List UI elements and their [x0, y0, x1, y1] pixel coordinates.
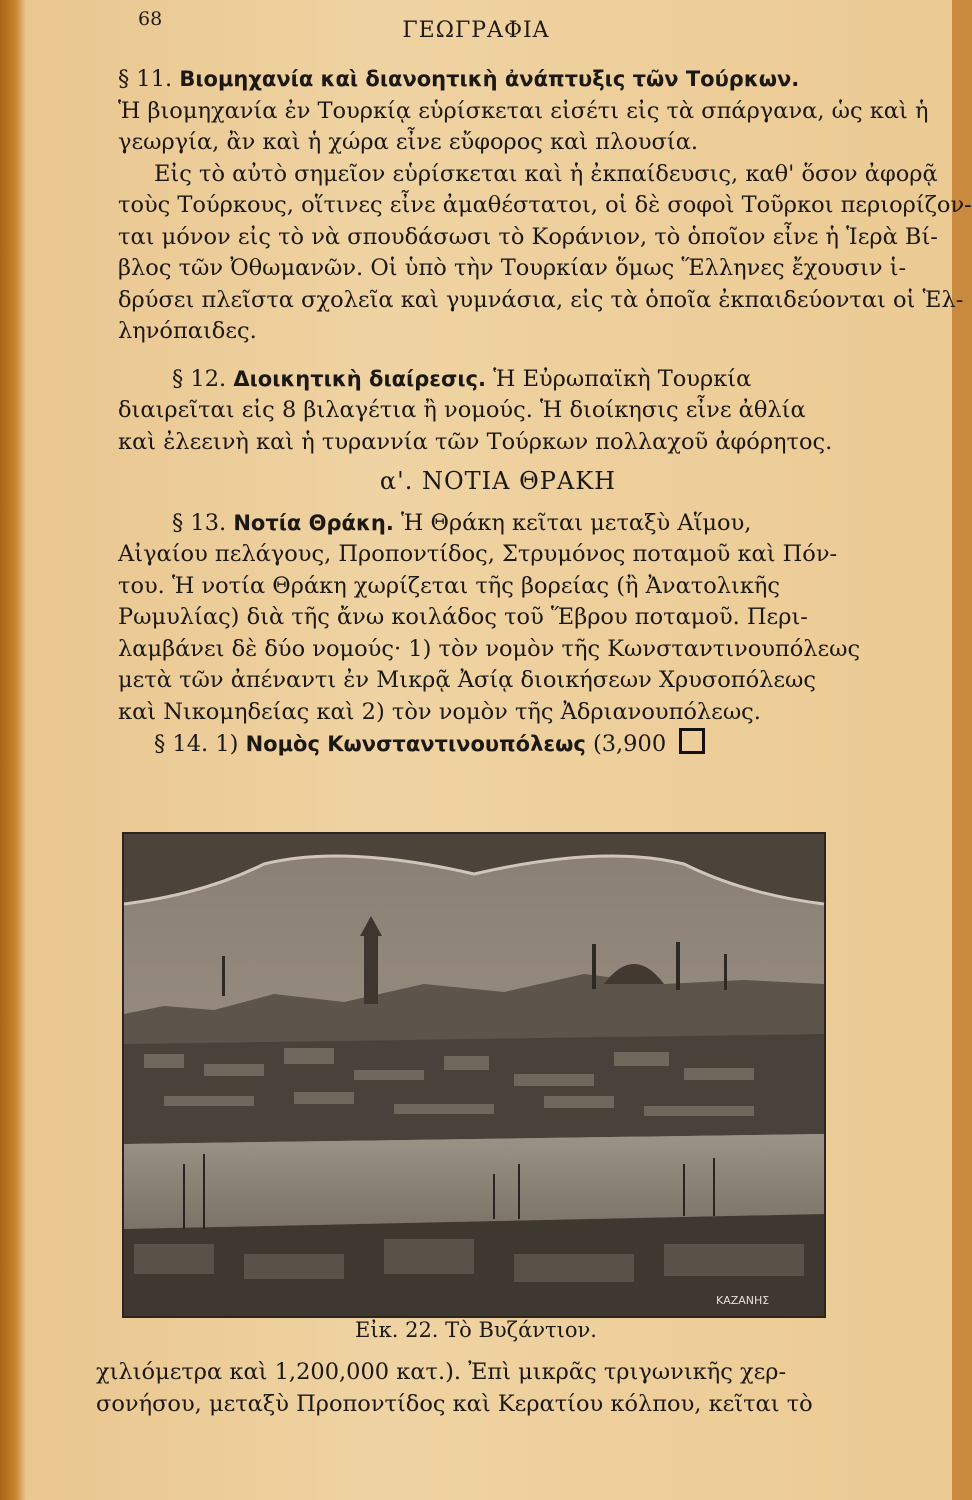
text-line: χιλιόμετρα καὶ 1,200,000 κατ.). Ἐπὶ μικρᾶς τριγωνικῆς χερ- [96, 1359, 787, 1385]
page-gutter-shadow [0, 0, 26, 1500]
section-11 [118, 64, 972, 348]
artist-signature: ΚΑΖΑΝΗΣ [716, 1294, 770, 1307]
section-14-marker: § 14. 1) [154, 731, 239, 757]
minaret [676, 942, 680, 990]
section-13-heading: Νοτία Θράκη. [233, 510, 394, 535]
minaret [724, 954, 727, 990]
section-13-heading-line [118, 508, 878, 540]
running-head: ΓΕΩΓΡΑΦΙΑ [402, 18, 550, 43]
section-13 [118, 508, 878, 729]
figure-caption: Εἰκ. 22. Τὸ Βυζάντιον. [355, 1318, 597, 1342]
section-14-first-line: (3,900 [592, 731, 667, 757]
section-14-heading-line [118, 728, 878, 761]
minaret [222, 956, 225, 996]
section-11-marker: § 11. [118, 66, 173, 92]
body-text [118, 64, 972, 761]
text-line: σονήσου, μεταξὺ Προποντίδος καὶ Κερατίου κόλπου, κεῖται τὸ [96, 1391, 813, 1417]
golden-horn-water [124, 1134, 824, 1229]
section-12-heading-line [118, 364, 878, 396]
section-13-first-line: Ἡ Θράκη κεῖται μεταξὺ Αἵμου, [400, 509, 752, 536]
page-number: 68 [138, 8, 163, 30]
halftone-illustration [124, 834, 824, 1316]
section-title: α'. ΝΟΤΙΑ ΘΡΑΚΗ [379, 467, 617, 495]
section-12 [118, 364, 878, 459]
square-km-symbol-icon [679, 728, 705, 754]
section-12-heading: Διοικητικὴ διαίρεσις. [233, 366, 486, 391]
section-12-marker: § 12. [172, 365, 227, 392]
section-13-marker: § 13. [172, 509, 227, 536]
text-line: δρύσει πλεῖστα σχολεῖα καὶ γυμνάσια, εἰς τὰ ὁποῖα ἐκπαιδεύονται οἱ Ἑλ- [118, 286, 964, 313]
city-houses [124, 1034, 824, 1144]
minaret [592, 944, 596, 989]
section-11-heading-line [118, 64, 878, 96]
text-line: λαμβάνει δὲ δύο νομούς· 1) τὸν νομὸν τῆς Κωνσταντινουπόλεως [118, 635, 861, 662]
text-line: βλος τῶν Ὀθωμανῶν. Οἱ ὑπὸ τὴν Τουρκίαν ὅμως Ἕλληνες ἔχουσιν ἱ- [118, 255, 907, 281]
figure-byzantium-photo [122, 832, 826, 1318]
text-line: καὶ ἐλεεινὴ καὶ ἡ τυραννία τῶν Τούρκων πολλαχοῦ ἀφόρητος. [118, 428, 833, 455]
text-line: γεωργία, ἂν καὶ ἡ χώρα εἶνε εὔφορος καὶ πλουσία. [118, 129, 699, 155]
tower [364, 934, 378, 1004]
text-line: Αἰγαίου πελάγους, Προποντίδος, Στρυμόνος ποταμοῦ καὶ Πόν- [118, 541, 838, 567]
section-12-first-line: Ἡ Εὐρωπαϊκὴ Τουρκία [493, 365, 752, 392]
text-line: Ἡ βιομηχανία ἐν Τουρκίᾳ εὑρίσκεται εἰσέτι εἰς τὰ σπάργανα, ὡς καὶ ἡ [118, 97, 929, 124]
text-line: τοὺς Τούρκους, οἵτινες εἶνε ἀμαθέστατοι, οἱ δὲ σοφοὶ Τοῦρκοι περιορίζον- [118, 192, 972, 218]
text-line: του. Ἡ νοτία Θράκη χωρίζεται τῆς βορείας (ἢ Ἀνατολικῆς [118, 572, 780, 599]
text-line: μετὰ τῶν ἀπέναντι ἐν Μικρᾷ Ἀσίᾳ διοικήσεων Χρυσοπόλεως [118, 667, 816, 693]
text-line: Εἰς τὸ αὐτὸ σημεῖον εὑρίσκεται καὶ ἡ ἐκπαίδευσις, καθ' ὅσον ἀφορᾷ [154, 160, 938, 187]
section-14-heading: Νομὸς Κωνσταντινουπόλεως [245, 732, 586, 756]
text-line: καὶ Νικομηδείας καὶ 2) τὸν νομὸν τῆς Ἀδριανουπόλεως. [118, 698, 761, 725]
text-line: διαιρεῖται εἰς 8 βιλαγέτια ἢ νομούς. Ἡ διοίκησις εἶνε ἀθλία [118, 397, 806, 423]
section-11-heading: Βιομηχανία καὶ διανοητικὴ ἀνάπτυξις τῶν Τούρκων. [179, 67, 800, 91]
text-line: Ρωμυλίας) διὰ τῆς ἄνω κοιλάδος τοῦ Ἕβρου ποταμοῦ. Περι- [118, 604, 808, 630]
text-line: ται μόνον εἰς τὸ νὰ σπουδάσωσι τὸ Κοράνιον, τὸ ὁποῖον εἶνε ἡ Ἱερὰ Βί- [118, 223, 938, 250]
continued-text [96, 1356, 856, 1420]
text-line: ληνόπαιδες. [118, 318, 257, 344]
